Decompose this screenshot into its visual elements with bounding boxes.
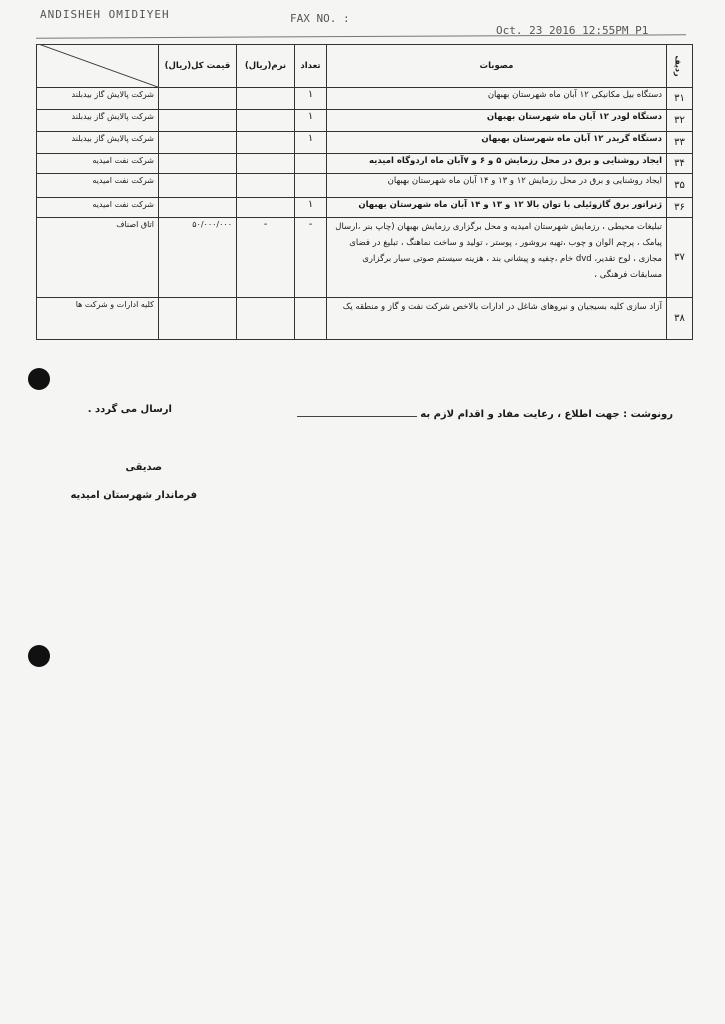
row-rate — [237, 132, 295, 154]
header-diagonal-line — [38, 44, 160, 88]
signer-title: فرماندار شهرستان امیدیه — [70, 490, 197, 501]
row-quantity — [295, 174, 327, 198]
row-number: ۳۴ — [667, 154, 693, 174]
header-description: مصوبات — [327, 45, 667, 88]
row-total — [159, 110, 237, 132]
row-description: دستگاه گریدر ۱۲ آبان ماه شهرستان بهبهان — [327, 132, 667, 154]
row-total — [159, 174, 237, 198]
table-row — [37, 298, 693, 340]
row-number: ۳۸ — [667, 298, 693, 340]
row-number: ۳۷ — [667, 218, 693, 298]
punch-hole — [28, 645, 50, 667]
row-description: ایجاد روشنایی و برق در محل رزمایش ۵ و ۶ و ۷آبان ماه اردوگاه امیدیه — [327, 154, 667, 174]
table-row — [37, 174, 693, 198]
row-company: شرکت نفت امیدیه — [37, 154, 159, 174]
row-total — [159, 88, 237, 110]
row-rate — [237, 298, 295, 340]
fax-number-label: FAX NO. : — [290, 12, 350, 25]
row-rate — [237, 174, 295, 198]
row-quantity: ۱ — [295, 88, 327, 110]
row-number: ۳۳ — [667, 132, 693, 154]
table-row — [37, 88, 693, 110]
row-number: ۳۶ — [667, 198, 693, 218]
row-company: شرکت پالایش گاز بیدبلند — [37, 110, 159, 132]
row-description: تبلیغات محیطی ، رزمایش شهرستان امیدیه و محل برگزاری رزمایش بهبهان (چاپ بنر ،ارسال پیامک ، پرچم الوان و چوب ،تهیه بروشور ، پوستر ، تولید و ساخت نماهنگ ، تبلیغ در فضای مجازی ، لوح تقدیر، dvd خام ،چفیه و پیشانی بند ، هزینه سیستم صوتی سیار برگزاری مسابقات فرهنگی ، — [327, 218, 667, 298]
table-row — [37, 218, 693, 298]
row-description: ایجاد روشنایی و برق در محل رزمایش ۱۲ و ۱۳ و ۱۴ آبان ماه شهرستان بهبهان — [327, 174, 667, 198]
row-number: ۳۲ — [667, 110, 693, 132]
row-quantity — [295, 298, 327, 340]
row-quantity: ۱ — [295, 132, 327, 154]
row-description: دستگاه لودر ۱۲ آبان ماه شهرستان بهبهان — [327, 110, 667, 132]
row-quantity: ۱ — [295, 198, 327, 218]
row-rate: - — [237, 218, 295, 298]
row-total — [159, 132, 237, 154]
header-rate: نرم(ریال) — [237, 45, 295, 88]
row-total — [159, 154, 237, 174]
row-quantity: ۱ — [295, 110, 327, 132]
row-number: ۳۱ — [667, 88, 693, 110]
header-total: قیمت کل(ریال) — [159, 45, 237, 88]
row-company: شرکت نفت امیدیه — [37, 174, 159, 198]
table-row — [37, 154, 693, 174]
row-total — [159, 198, 237, 218]
header-quantity: تعداد — [295, 45, 327, 88]
row-total: ۵۰/۰۰۰/۰۰۰ — [159, 218, 237, 298]
row-company: شرکت پالایش گاز بیدبلند — [37, 88, 159, 110]
row-quantity: - — [295, 218, 327, 298]
row-rate — [237, 88, 295, 110]
row-quantity — [295, 154, 327, 174]
fax-sender: ANDISHEH OMIDIYEH — [40, 8, 170, 21]
header-row-no: ردیف — [667, 45, 693, 88]
row-description: ژنراتور برق گازوئیلی با توان بالا ۱۲ و ۱۳ و ۱۴ آبان ماه شهرستان بهبهان — [327, 198, 667, 218]
row-company: اتاق اصناف — [37, 218, 159, 298]
cc-blank — [297, 406, 417, 417]
fax-timestamp: Oct. 23 2016 12:55PM P1 — [496, 24, 649, 37]
row-number: ۳۵ — [667, 174, 693, 198]
row-description: آزاد سازی کلیه بسیجیان و نیروهای شاغل در ادارات بالاخص شرکت نفت و گاز و منطقه یک — [327, 298, 667, 340]
table-row — [37, 132, 693, 154]
row-company: شرکت نفت امیدیه — [37, 198, 159, 218]
row-total — [159, 298, 237, 340]
row-company: کلیه ادارات و شرکت ها — [37, 298, 159, 340]
signer-name: صدیقی — [125, 462, 162, 473]
row-rate — [237, 110, 295, 132]
cc-suffix: ارسال می گردد . — [87, 404, 172, 415]
cc-label: رونوشت : جهت اطلاع ، رعایت مفاد و اقدام لازم به — [420, 409, 673, 420]
row-rate — [237, 198, 295, 218]
table-row — [37, 110, 693, 132]
row-rate — [237, 154, 295, 174]
table-row — [37, 198, 693, 218]
row-description: دستگاه بیل مکانیکی ۱۲ آبان ماه شهرستان بهبهان — [327, 88, 667, 110]
approvals-table — [36, 44, 693, 340]
row-company: شرکت پالایش گاز بیدبلند — [37, 132, 159, 154]
punch-hole — [28, 368, 50, 390]
cc-line — [293, 406, 673, 420]
